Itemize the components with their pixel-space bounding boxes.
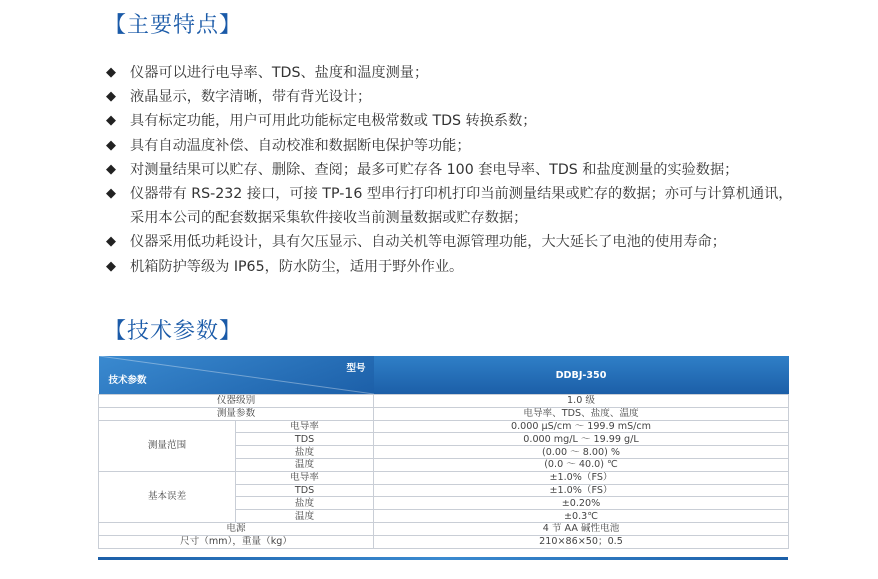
- feature-text: 液晶显示，数字清晰，带有背光设计；: [130, 89, 372, 106]
- row-value: ±1.0%（FS）: [374, 471, 789, 484]
- list-item: [106, 134, 806, 158]
- features-heading: 【主要特点】: [104, 13, 243, 38]
- spec-table: [98, 356, 789, 549]
- sub-label: 盐度: [236, 497, 374, 510]
- list-item: [106, 230, 806, 254]
- row-value: ±1.0%（FS）: [374, 484, 789, 497]
- diamond-bullet-icon: ◆: [106, 65, 116, 80]
- header-corner-cell: [99, 356, 374, 395]
- table-row: [99, 395, 789, 408]
- feature-text: 对测量结果可以贮存、删除、查阅；最多可贮存各 100 套电导率、TDS 和盐度测量的实验数据；: [130, 161, 739, 178]
- sub-label: 温度: [236, 510, 374, 523]
- row-value: ±0.3℃: [374, 510, 789, 523]
- list-item: [106, 158, 806, 182]
- diamond-bullet-icon: ◆: [106, 186, 116, 202]
- diamond-bullet-icon: ◆: [106, 137, 116, 153]
- sub-label: TDS: [236, 484, 374, 497]
- list-item: [106, 255, 806, 279]
- table-row: [99, 535, 789, 548]
- row-value: 电导率、TDS、盐度、温度: [374, 407, 789, 420]
- param-label: 技术参数: [108, 375, 147, 386]
- row-label: 尺寸（mm），重量（kg）: [99, 535, 374, 548]
- row-value: 210×86×50；0.5: [374, 535, 789, 548]
- group-label: 测量范围: [99, 420, 236, 471]
- feature-text: 具有标定功能，用户可用此功能标定电极常数或 TDS 转换系数；: [130, 113, 537, 130]
- feature-text: 仪器可以进行电导率、TDS、盐度和温度测量；: [130, 65, 429, 81]
- table-row: [99, 407, 789, 420]
- row-value: 0.000 μS/cm ～ 199.9 mS/cm: [374, 420, 789, 433]
- sub-label: 电导率: [236, 420, 374, 433]
- row-label: 仪器级别: [99, 395, 374, 408]
- specs-heading: 【技术参数】: [104, 319, 243, 344]
- row-label: 电源: [99, 522, 374, 535]
- list-item: [106, 85, 806, 109]
- row-value: (0.00 ～ 8.00) %: [374, 446, 789, 459]
- diamond-bullet-icon: ◆: [106, 161, 116, 177]
- model-name: DDBJ-350: [374, 356, 789, 395]
- table-row: [99, 420, 789, 433]
- table-row: [99, 522, 789, 535]
- row-value: 0.000 mg/L ～ 19.99 g/L: [374, 433, 789, 446]
- sub-label: TDS: [236, 433, 374, 446]
- sub-label: 电导率: [236, 471, 374, 484]
- model-label: 型号: [346, 363, 366, 374]
- feature-text: 仪器带有 RS-232 接口，可接 TP-16 型串行打印机打印当前测量结果或贮存的数据；亦可与计算机通讯，采用本公司的配套数据采集软件接收当前测量数据或贮存数据；: [130, 186, 793, 227]
- sub-label: 温度: [236, 458, 374, 471]
- feature-text: 仪器采用低功耗设计，具有欠压显示、自动关机等电源管理功能，大大延长了电池的使用寿命；: [130, 234, 726, 251]
- row-label: 测量参数: [99, 407, 374, 420]
- diamond-bullet-icon: ◆: [106, 89, 116, 105]
- diamond-bullet-icon: ◆: [106, 258, 116, 274]
- sub-label: 盐度: [236, 446, 374, 459]
- diamond-bullet-icon: ◆: [106, 113, 116, 129]
- feature-text: 具有自动温度补偿、自动校准和数据断电保护等功能；: [130, 137, 471, 154]
- row-value: (0.0 ～ 40.0) ℃: [374, 458, 789, 471]
- diamond-bullet-icon: ◆: [106, 234, 116, 250]
- table-header-row: [99, 356, 789, 395]
- list-item: [106, 109, 806, 133]
- feature-text: 机箱防护等级为 IP65，防水防尘，适用于野外作业。: [130, 258, 464, 275]
- row-value: ±0.20%: [374, 497, 789, 510]
- bottom-rule: [98, 557, 788, 560]
- table-row: [99, 471, 789, 484]
- features-list: [106, 61, 806, 279]
- row-value: 1.0 级: [374, 395, 789, 408]
- list-item: [106, 182, 806, 230]
- group-label: 基本误差: [99, 471, 236, 522]
- list-item: [106, 61, 806, 85]
- row-value: 4 节 AA 碱性电池: [374, 522, 789, 535]
